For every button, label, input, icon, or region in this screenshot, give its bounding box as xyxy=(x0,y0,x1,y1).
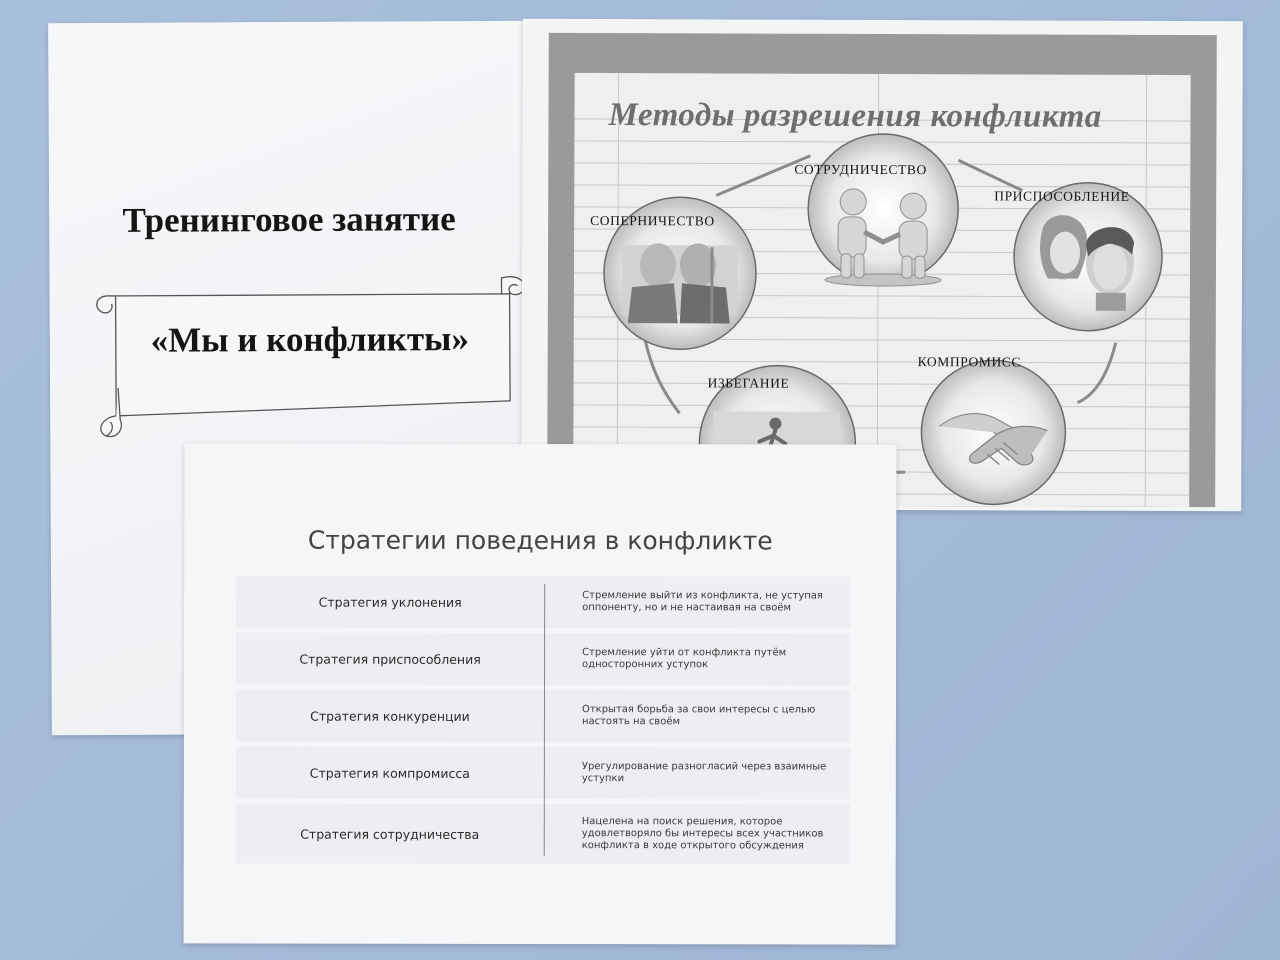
strategy-description: Стремление выйти из конфликта, не уступая оппоненту, но и не настаивая на своём xyxy=(582,590,823,614)
training-subtitle: «Мы и конфликты» xyxy=(150,319,470,360)
methods-sheet xyxy=(521,19,1243,512)
method-label-competition: СОПЕРНИЧЕСТВО xyxy=(590,212,715,229)
strategies-sheet xyxy=(184,443,897,944)
method-label-accommodation: ПРИСПОСОБЛЕНИЕ xyxy=(994,188,1130,204)
methods-title: Методы разрешения конфликта xyxy=(608,97,1102,135)
strategy-name: Стратегия уклонения xyxy=(318,594,462,610)
cooperation-circle xyxy=(808,134,959,285)
strategy-name: Стратегия приспособления xyxy=(299,651,481,667)
method-label-avoidance: ИЗБЕГАНИЕ xyxy=(707,375,790,391)
strategy-description: Открытая борьба за свои интересы с целью настоять на своём xyxy=(581,704,816,728)
strategy-description: Стремление уйти от конфликта путём односторонних уступок xyxy=(582,647,787,671)
strategies-title: Стратегии поведения в конфликте xyxy=(307,525,773,556)
strategies-table xyxy=(236,575,851,868)
method-label-cooperation: СОТРУДНИЧЕСТВО xyxy=(794,161,927,178)
strategy-description: Урегулирование разногласий через взаимные уступки xyxy=(581,761,827,785)
two-men-head-to-head-icon xyxy=(622,243,738,323)
strategy-description: Нацелена на поиск решения, которое удовлетворяло бы интересы всех участников конфликта в ходе открытого обсуждения xyxy=(581,816,824,852)
strategy-name: Стратегия конкуренции xyxy=(310,708,470,724)
methods-slide xyxy=(547,33,1217,507)
training-title: Тренинговое занятие xyxy=(122,199,456,240)
strategy-name: Стратегия компромисса xyxy=(309,765,470,781)
strategy-name: Стратегия сотрудничества xyxy=(300,826,480,842)
method-label-compromise: КОМПРОМИСС xyxy=(917,354,1022,370)
